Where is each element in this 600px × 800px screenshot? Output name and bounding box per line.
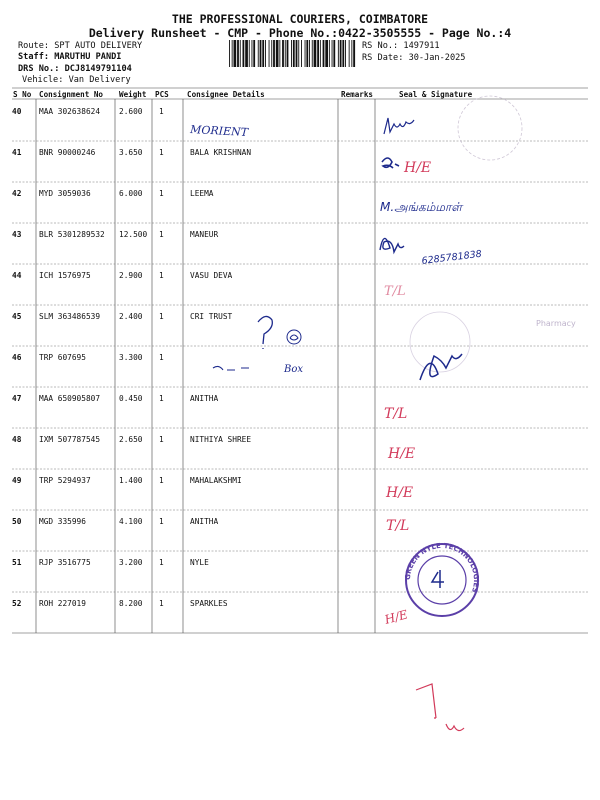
pieces-count: 1: [159, 558, 164, 567]
column-header-sno: S No: [13, 90, 32, 99]
consignment-number: BLR 5301289532: [39, 230, 105, 239]
rs-date: RS Date: 30-Jan-2025: [362, 53, 466, 63]
handwritten-name: MORIENT: [189, 123, 249, 140]
handwritten-note: Box: [284, 364, 304, 375]
handwritten-phone: 6285781838: [421, 248, 483, 267]
serial-number: 45: [12, 312, 22, 321]
consignment-number: IXM 507787545: [39, 435, 101, 444]
weight-value: 2.600: [119, 107, 143, 116]
runsheet-title: Delivery Runsheet - CMP - Phone No.:0422-3505555 - Page No.:4: [88, 26, 512, 40]
handwritten-mark: T/L: [384, 406, 408, 422]
table-row: [0, 509, 600, 550]
weight-value: 0.450: [119, 394, 143, 403]
consignee-name: ANITHA: [190, 517, 219, 526]
pieces-count: 1: [159, 476, 164, 485]
consignment-number: MAA 302638624: [39, 107, 101, 116]
company-name: THE PROFESSIONAL COURIERS, COIMBATORE: [171, 12, 429, 26]
consignment-number: MYD 3059036: [39, 189, 91, 198]
serial-number: 49: [12, 476, 22, 485]
weight-value: 6.000: [119, 189, 143, 198]
handwritten-mark: H/E: [383, 607, 410, 627]
weight-value: 2.400: [119, 312, 143, 321]
column-header-seal-signature: Seal & Signature: [399, 90, 473, 99]
pieces-count: 1: [159, 189, 164, 198]
handwritten-mark: H/E: [404, 160, 432, 176]
table-row: [0, 181, 600, 222]
weight-value: 3.300: [119, 353, 143, 362]
pieces-count: 1: [159, 230, 164, 239]
vehicle-label: Vehicle: Van Delivery: [22, 75, 131, 85]
serial-number: 52: [12, 599, 22, 608]
consignment-number: ROH 227019: [39, 599, 86, 608]
pieces-count: 1: [159, 353, 164, 362]
weight-value: 8.200: [119, 599, 143, 608]
consignee-name: VASU DEVA: [190, 271, 233, 280]
serial-number: 50: [12, 517, 22, 526]
serial-number: 40: [12, 107, 22, 116]
handwritten-mark: H/E: [386, 485, 414, 501]
faded-stamp-text: Pharmacy: [536, 319, 576, 328]
handwritten-mark: H/E: [388, 446, 416, 462]
serial-number: 41: [12, 148, 22, 157]
consignment-number: RJP 3516775: [39, 558, 91, 567]
consignee-name: CRI TRUST: [190, 312, 233, 321]
serial-number: 43: [12, 230, 22, 239]
weight-value: 3.650: [119, 148, 143, 157]
weight-value: 12.500: [119, 230, 148, 239]
rs-number: RS No.: 1497911: [362, 41, 440, 51]
drs-number: DRS No.: DCJ8149791104: [18, 64, 132, 74]
consignee-name: BALA KRISHNAN: [190, 148, 252, 157]
table-row: [0, 222, 600, 263]
column-header-remarks: Remarks: [341, 90, 374, 99]
table-row: [0, 550, 600, 591]
handwritten-signature: M.அங்கம்மாள்: [380, 200, 463, 214]
table-row: [0, 427, 600, 468]
weight-value: 2.900: [119, 271, 143, 280]
pieces-count: 1: [159, 312, 164, 321]
serial-number: 47: [12, 394, 22, 403]
column-header-weight: Weight: [119, 90, 147, 99]
staff-label: Staff: MARUTHU PANDI: [18, 52, 122, 62]
consignment-number: TRP 5294937: [39, 476, 91, 485]
serial-number: 46: [12, 353, 22, 362]
weight-value: 3.200: [119, 558, 143, 567]
table-row: [0, 345, 600, 386]
serial-number: 42: [12, 189, 22, 198]
serial-number: 48: [12, 435, 22, 444]
column-header-pcs: PCS: [155, 90, 169, 99]
table-row: [0, 468, 600, 509]
pieces-count: 1: [159, 148, 164, 157]
handwritten-mark: T/L: [384, 284, 406, 299]
pieces-count: 1: [159, 599, 164, 608]
consignment-number: MGD 335996: [39, 517, 86, 526]
consignee-name: MANEUR: [190, 230, 219, 239]
consignee-name: SPARKLES: [190, 599, 228, 608]
consignment-number: TRP 607695: [39, 353, 86, 362]
pieces-count: 1: [159, 435, 164, 444]
consignee-name: ANITHA: [190, 394, 219, 403]
serial-number: 44: [12, 271, 22, 280]
pieces-count: 1: [159, 394, 164, 403]
column-header-consignment: Consignment No: [39, 90, 104, 99]
table-row: [0, 140, 600, 181]
pieces-count: 1: [159, 517, 164, 526]
table-row: [0, 591, 600, 632]
column-header-consignee: Consignee Details: [187, 90, 265, 99]
weight-value: 2.650: [119, 435, 143, 444]
stamp-text: GREEN NYLE TECHNOLOGIES: [403, 541, 481, 594]
consignment-number: SLM 363486539: [39, 312, 101, 321]
consignee-name: NITHIYA SHREE: [190, 435, 252, 444]
pieces-count: 1: [159, 271, 164, 280]
serial-number: 51: [12, 558, 22, 567]
weight-value: 4.100: [119, 517, 143, 526]
weight-value: 1.400: [119, 476, 143, 485]
consignee-name: MAHALAKSHMI: [190, 476, 242, 485]
consignee-name: LEEMA: [190, 189, 214, 198]
table-row: [0, 263, 600, 304]
table-row: [0, 386, 600, 427]
pieces-count: 1: [159, 107, 164, 116]
consignment-number: BNR 90000246: [39, 148, 96, 157]
table-row: [0, 99, 600, 140]
consignment-number: MAA 650905807: [39, 394, 101, 403]
consignee-name: NYLE: [190, 558, 209, 567]
consignment-number: ICH 1576975: [39, 271, 91, 280]
route-label: Route: SPT AUTO DELIVERY: [18, 41, 143, 51]
handwritten-mark: T/L: [386, 518, 410, 534]
table-row: [0, 304, 600, 345]
